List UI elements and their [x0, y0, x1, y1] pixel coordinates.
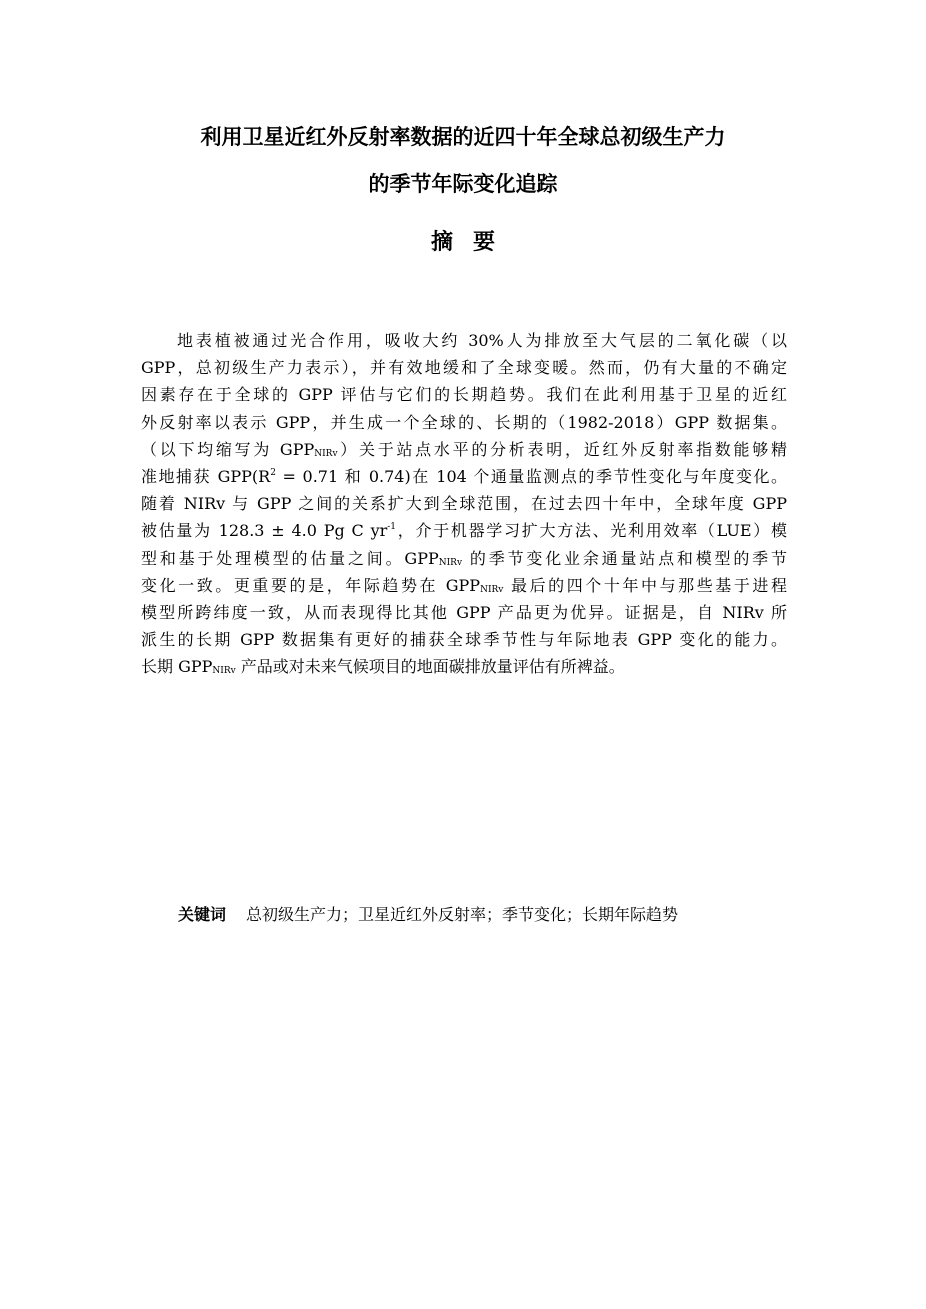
abstract-text: 准地捕获 GPP(R — [141, 466, 271, 486]
subscript-nirv: NIRv — [314, 448, 338, 459]
abstract-text: 最后的四个十年中与那些基于进程 — [503, 575, 787, 595]
subscript-nirv: NIRv — [212, 666, 236, 677]
abstract-text: （以下均缩写为 GPP — [141, 439, 315, 459]
paper-title-line-1: 利用卫星近红外反射率数据的近四十年全球总初级生产力 — [200, 125, 726, 149]
abstract-line — [141, 653, 787, 680]
abstract-text: ，介于机器学习扩大方法、光利用效率（LUE）模 — [396, 521, 787, 541]
abstract-line: GPP，总初级生产力表示），并有效地缓和了全球变暖。然而，仍有大量的不确定 — [141, 358, 787, 378]
abstract-line — [141, 572, 787, 599]
abstract-text: 变化一致。更重要的是，年际趋势在 GPP — [141, 575, 481, 595]
abstract-body — [141, 327, 787, 680]
abstract-heading: 摘要 — [430, 230, 515, 255]
subscript-nirv: NIRv — [480, 584, 504, 595]
keywords-line — [178, 901, 678, 929]
abstract-line: 派生的长期 GPP 数据集有更好的捕获全球季节性与年际地表 GPP 变化的能力。 — [141, 630, 787, 650]
superscript-minus-1: -1 — [387, 522, 397, 533]
abstract-line: 模型所跨纬度一致，从而表现得比其他 GPP 产品更为优异。证据是，自 NIRv 所 — [141, 602, 787, 622]
abstract-text: 被估量为 128.3 ± 4.0 Pg C yr — [141, 521, 388, 541]
abstract-text: 长期 GPP — [141, 657, 213, 677]
abstract-text: 的季节变化业余通量站点和模型的季节 — [462, 548, 787, 568]
abstract-line: 因素存在于全球的 GPP 评估与它们的长期趋势。我们在此利用基于卫星的近红 — [141, 385, 787, 405]
paper-title-line-2: 的季节年际变化追踪 — [368, 172, 558, 196]
abstract-text: 产品或对未来气候项目的地面碳排放量评估有所裨益。 — [235, 657, 625, 677]
subscript-nirv: NIRv — [438, 557, 463, 568]
abstract-line: 随着 NIRv 与 GPP 之间的关系扩大到全球范围，在过去四十年中，全球年度 GPP — [141, 494, 787, 514]
keywords-text: 总初级生产力；卫星近红外反射率；季节变化；长期年际趋势 — [246, 905, 679, 924]
abstract-line: 外反射率以表示 GPP，并生成一个全球的、长期的（1982-2018）GPP 数据集。 — [141, 412, 787, 432]
abstract-text: 型和基于处理模型的估量之间。GPP — [141, 548, 439, 568]
abstract-line — [141, 545, 787, 572]
keywords-label: 关键词 — [178, 905, 227, 924]
superscript-2: 2 — [270, 467, 276, 478]
abstract-line: 地表植被通过光合作用，吸收大约 30%人为排放至大气层的二氧化碳（以 — [177, 331, 787, 350]
abstract-line — [141, 436, 787, 463]
abstract-text: = 0.71 和 0.74)在 104 个通量监测点的季节性变化与年度变化。 — [275, 466, 787, 486]
abstract-text: ）关于站点水平的分析表明，近红外反射率指数能够精 — [337, 439, 787, 459]
abstract-line — [141, 517, 787, 544]
abstract-line — [141, 463, 787, 490]
